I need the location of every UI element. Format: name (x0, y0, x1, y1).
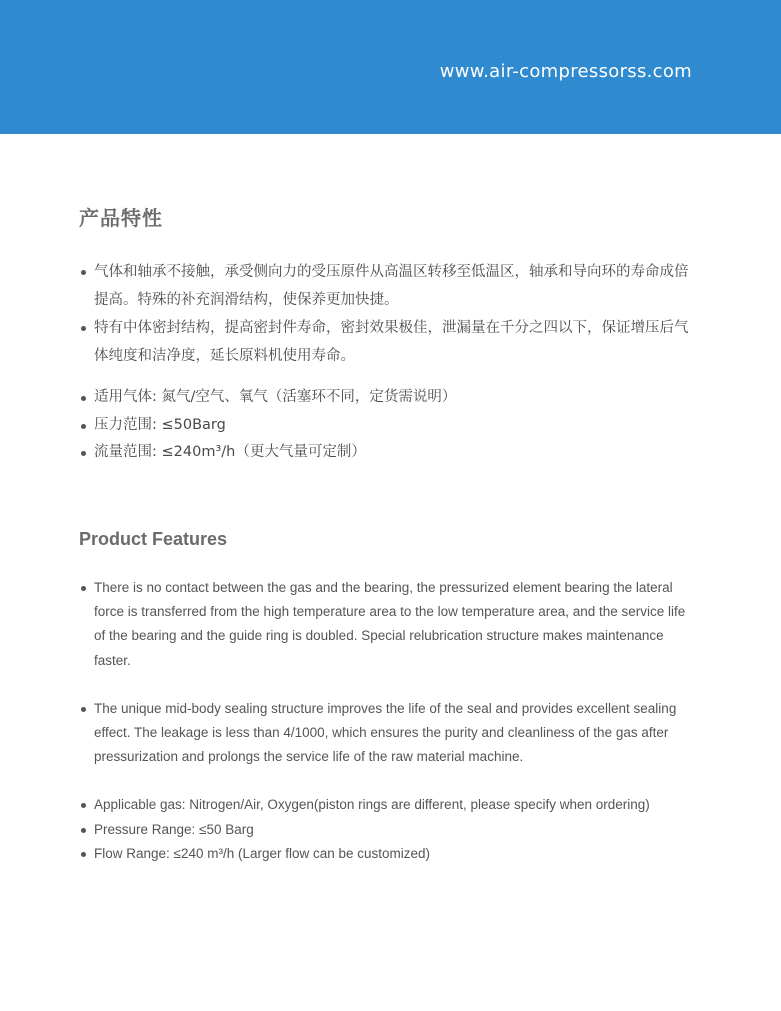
cn-section-title: 产品特性 (79, 206, 163, 230)
list-item (79, 384, 693, 412)
cn-feature-text: 气体和轴承不接触，承受侧向力的受压原件从高温区转移至低温区，轴承和导向环的寿命成倍提高。特殊的补充润滑结构，使保养更加快捷。 (94, 264, 689, 308)
en-spec-pressure: Pressure Range: ≤50 Barg (94, 821, 254, 837)
bullet-icon (81, 451, 86, 456)
cn-spec-pressure: 压力范围: ≤50Barg (94, 416, 226, 433)
bullet-icon (81, 396, 86, 401)
en-feature-text: There is no contact between the gas and the bearing, the pressurized element bearing the lateral force is transferred from the high temperature area to the low temperature area, and the service life of the bearing and the guide ring is doubled. Special relubrication structure makes maintenance faster. (94, 580, 686, 668)
website-url[interactable]: www.air-compressorss.com (439, 61, 692, 82)
bullet-icon (81, 424, 86, 429)
list-item (79, 314, 693, 370)
list-item (79, 412, 693, 440)
cn-features-section (79, 202, 693, 467)
cn-spec-list (79, 384, 693, 467)
en-feature-list (79, 576, 693, 769)
bullet-icon (81, 270, 86, 275)
en-spec-flow: Flow Range: ≤240 m³/h (Larger flow can be customized) (94, 845, 431, 861)
bullet-icon (81, 852, 86, 857)
cn-spec-gas: 适用气体: 氮气/空气、氧气（活塞环不同，定货需说明） (94, 389, 457, 405)
cn-feature-list (79, 258, 693, 370)
list-item (79, 576, 693, 673)
list-item (79, 818, 693, 842)
list-item (79, 439, 693, 467)
list-item (79, 258, 693, 314)
en-spec-list (79, 793, 693, 866)
bullet-icon (81, 803, 86, 808)
cn-spec-flow: 流量范围: ≤240m³/h（更大气量可定制） (94, 444, 366, 460)
list-item (79, 793, 693, 817)
bullet-icon (81, 828, 86, 833)
header-banner (0, 0, 781, 134)
en-feature-text: The unique mid-body sealing structure improves the life of the seal and provides excellent sealing effect. The leakage is less than 4/1000, which ensures the purity and cleanliness of the gas after pressurization and prolongs the service life of the raw material machine. (94, 700, 677, 765)
en-features-section (79, 529, 693, 866)
list-item (79, 842, 693, 866)
list-item (79, 697, 693, 770)
bullet-icon (81, 326, 86, 331)
bullet-icon (81, 707, 86, 712)
bullet-icon (81, 586, 86, 591)
en-spec-gas: Applicable gas: Nitrogen/Air, Oxygen(piston rings are different, please specify when ordering) (94, 797, 650, 813)
cn-feature-text: 特有中体密封结构，提高密封件寿命，密封效果极佳，泄漏量在千分之四以下，保证增压后气体纯度和洁净度，延长原料机使用寿命。 (94, 320, 689, 364)
en-section-title: Product Features (79, 529, 228, 549)
